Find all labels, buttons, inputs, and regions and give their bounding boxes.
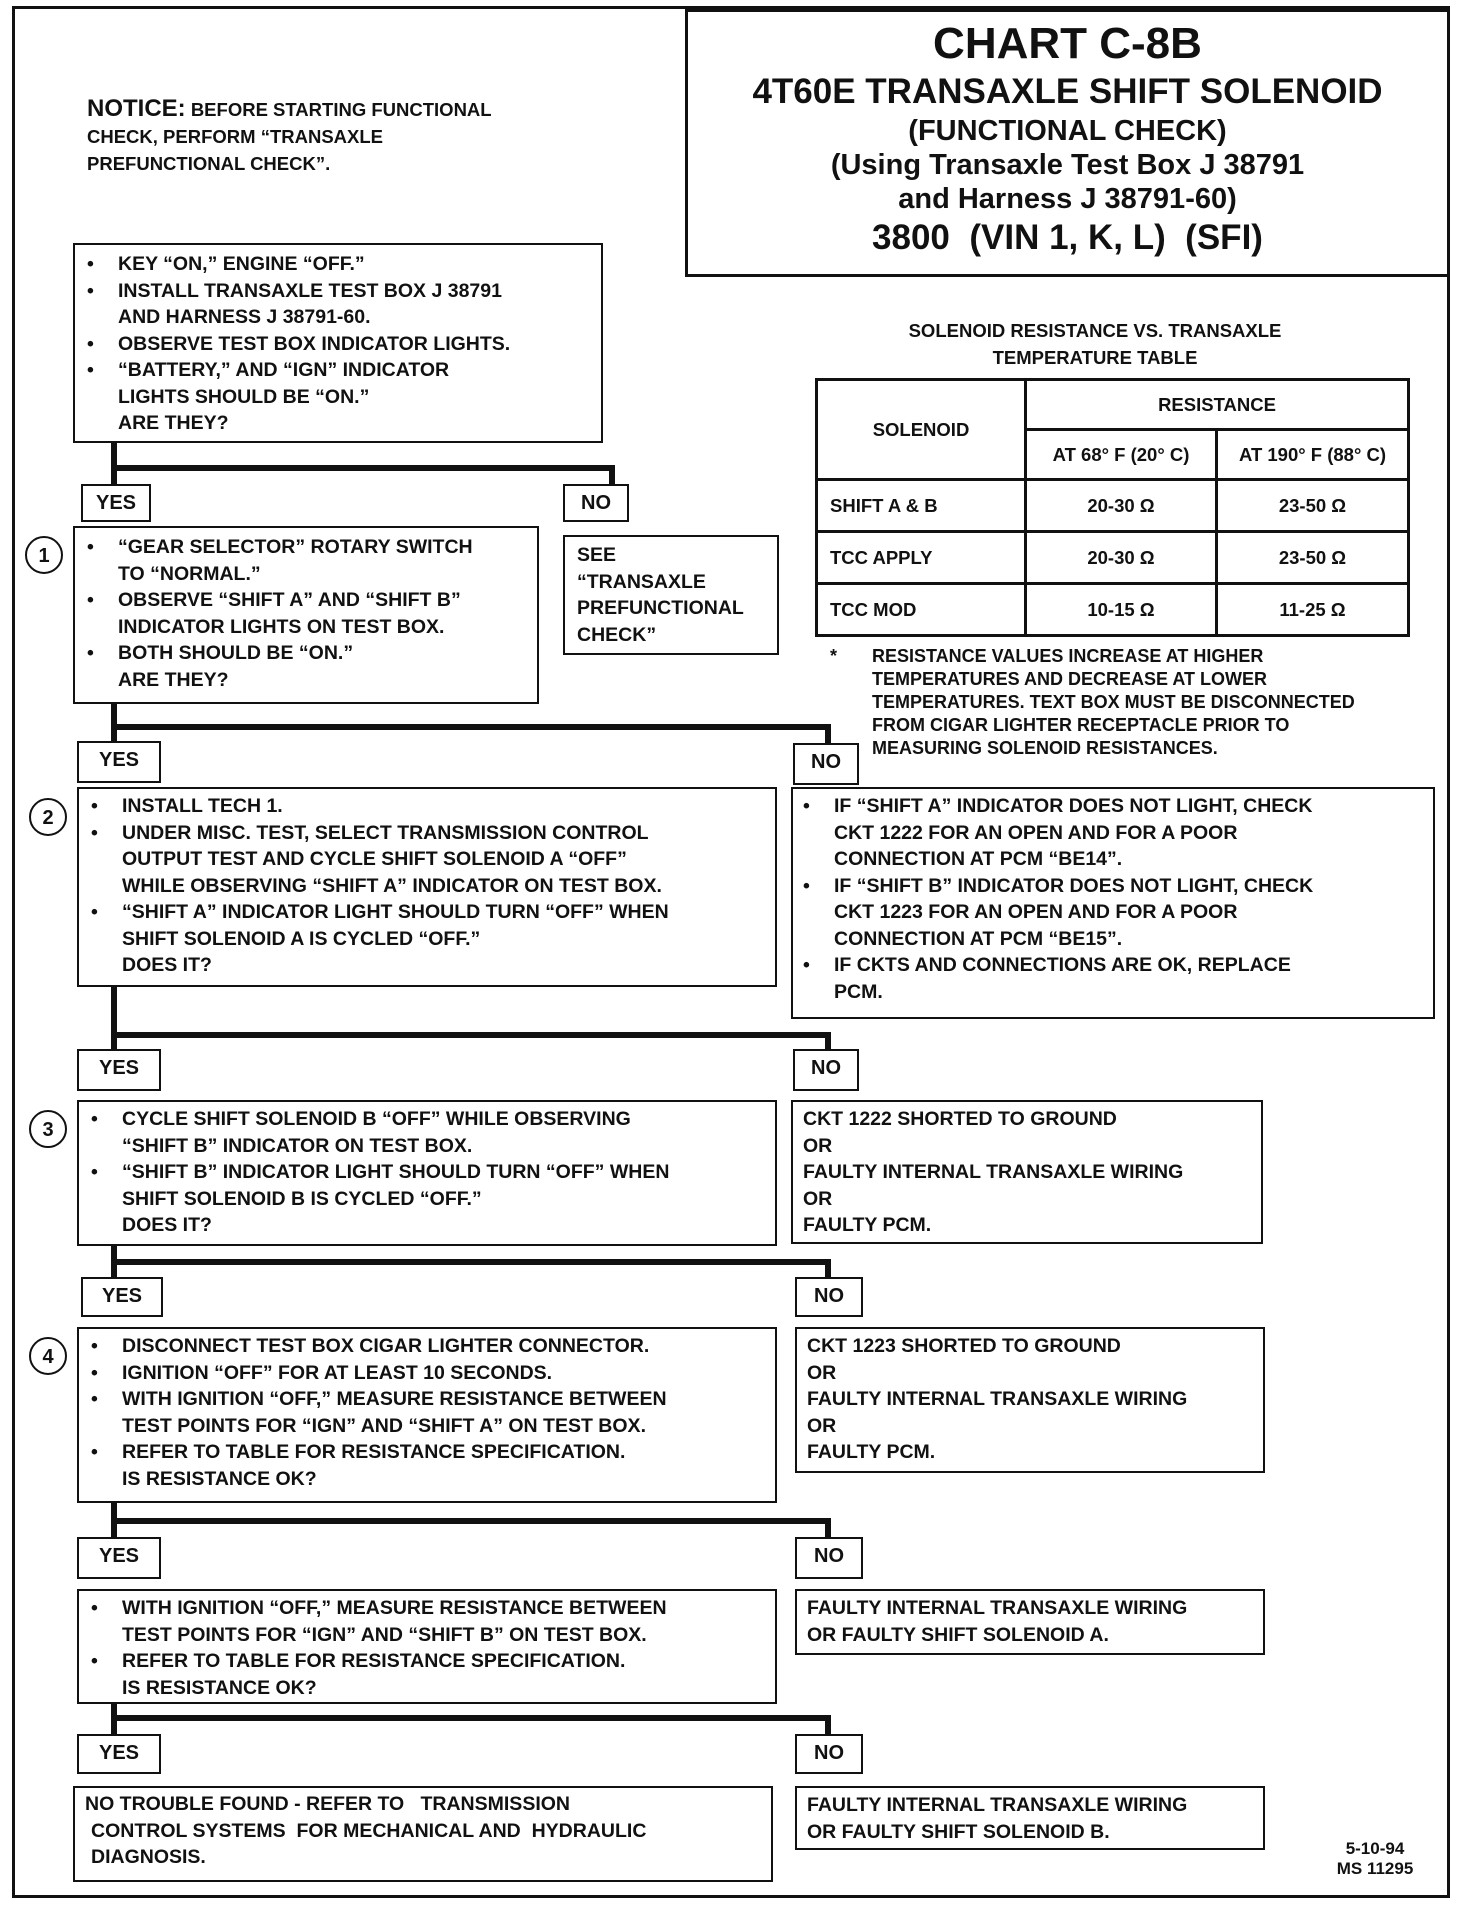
no-label-5: NO [795,1734,863,1774]
no3-line1: CKT 1223 SHORTED TO GROUND [807,1335,1121,1357]
th-68f: AT 68° F (20° C) [1026,430,1217,480]
yes-label-5: YES [77,1734,161,1774]
footer-date: 5-10-94 [1345,1839,1405,1858]
step-number-1: 1 [25,536,63,574]
row-tcc-apply-68: 20-30 Ω [1026,532,1217,584]
no-label-0: NO [563,484,629,522]
no2-line4: OR [803,1187,833,1210]
box0-bullet4: • “BATTERY,” AND “IGN” INDICATOR LIGHTS SHOULD BE “ON.” ARE THEY? [83,357,593,437]
box4-bullet4: • REFER TO TABLE FOR RESISTANCE SPECIFICATION. IS RESISTANCE OK? [87,1439,767,1492]
footnote-line1: RESISTANCE VALUES INCREASE AT HIGHER [872,646,1264,666]
connector-split-4 [111,1518,831,1524]
step-number-3: 3 [29,1110,67,1148]
connector-split-3 [111,1259,831,1265]
title-box [685,9,1450,277]
row-shift-ab-190: 23-50 Ω [1217,480,1409,532]
box0-bullet3: • OBSERVE TEST BOX INDICATOR LIGHTS. [83,331,593,358]
notice-text-line3: PREFUNCTIONAL CHECK”. [87,153,331,174]
box0-bullet2: • INSTALL TRANSAXLE TEST BOX J 38791 AND HARNESS J 38791-60. [83,278,593,331]
connector-split-0 [111,465,615,471]
box5-bullet1: • WITH IGNITION “OFF,” MEASURE RESISTANCE BETWEEN TEST POINTS FOR “IGN” AND “SHIFT B” ON TEST BOX. [87,1595,767,1648]
chart-title: 4T60E TRANSAXLE SHIFT SOLENOID [752,72,1383,111]
no3-line2: OR [807,1361,837,1384]
box3-bullet1: • CYCLE SHIFT SOLENOID B “OFF” WHILE OBSERVING “SHIFT B” INDICATOR ON TEST BOX. [87,1106,767,1159]
notice-text-line1: BEFORE STARTING FUNCTIONAL [190,99,492,120]
final-yes-line1: NO TROUBLE FOUND - REFER TO TRANSMISSION [85,1793,570,1815]
no-box-ckt1223 [795,1327,1265,1473]
row-tcc-apply-190: 23-50 Ω [1217,532,1409,584]
step-number-4: 4 [29,1337,67,1375]
notice-label: NOTICE: [87,95,186,122]
box2-bullet2: • UNDER MISC. TEST, SELECT TRANSMISSION CONTROL OUTPUT TEST AND CYCLE SHIFT SOLENOID A “OFF” WHILE OBSERVING “SHIFT A” INDICATOR ON TEST BOX. [87,820,767,900]
no0-line2: “TRANSAXLE [577,570,706,593]
no-label-2: NO [793,1049,859,1091]
final-yes-line2: CONTROL SYSTEMS FOR MECHANICAL AND HYDRAULIC [91,1819,647,1842]
yes-label-0: YES [81,484,151,522]
no4-line1: FAULTY INTERNAL TRANSAXLE WIRING [807,1597,1188,1619]
final-yes-line3: DIAGNOSIS. [91,1846,206,1868]
no5-line2: OR FAULTY SHIFT SOLENOID B. [807,1820,1110,1843]
step-box-3 [77,1100,777,1246]
no2-line2: OR [803,1134,833,1157]
th-resistance: RESISTANCE [1026,380,1409,430]
box2-bullet1: • INSTALL TECH 1. [87,793,767,820]
resistance-table-caption [815,317,1375,371]
connector-trunk-2 [111,986,117,1058]
no-label-1: NO [793,743,859,785]
chart-engine: 3800 (VIN 1, K, L) (SFI) [872,218,1263,257]
no-label-4: NO [795,1537,863,1579]
chart-using-line1: (Using Transaxle Test Box J 38791 [830,149,1305,181]
row-shift-ab-solenoid: SHIFT A & B [817,480,1026,532]
no-box-ckt1222 [791,1100,1263,1244]
chart-page [12,6,1450,1898]
no-box-solenoid-a [795,1589,1265,1655]
no2-line5: FAULTY PCM. [803,1214,932,1236]
box2-bullet3: • “SHIFT A” INDICATOR LIGHT SHOULD TURN “OFF” WHEN SHIFT SOLENOID A IS CYCLED “OFF.” DOES IT? [87,899,767,979]
step-box-5 [77,1589,777,1704]
no5-line1: FAULTY INTERNAL TRANSAXLE WIRING [807,1794,1188,1816]
no3-line4: OR [807,1414,837,1437]
no2-line1: CKT 1222 SHORTED TO GROUND [803,1108,1117,1130]
box5-bullet2: • REFER TO TABLE FOR RESISTANCE SPECIFICATION. IS RESISTANCE OK? [87,1648,767,1701]
row-tcc-mod-solenoid: TCC MOD [817,584,1026,636]
box0-bullet1: • KEY “ON,” ENGINE “OFF.” [83,251,593,278]
box1-bullet2: • OBSERVE “SHIFT A” AND “SHIFT B” INDICATOR LIGHTS ON TEST BOX. [83,587,529,640]
footer-code [1315,1839,1435,1879]
th-190f: AT 190° F (88° C) [1217,430,1409,480]
chart-id: CHART C-8B [933,19,1202,68]
chart-using-line2: and Harness J 38791-60) [898,183,1237,215]
no0-line3: PREFUNCTIONAL [577,597,744,619]
no-label-3: NO [795,1277,863,1317]
row-tcc-apply-solenoid: TCC APPLY [817,532,1026,584]
no1-bullet1: • IF “SHIFT A” INDICATOR DOES NOT LIGHT, CHECK CKT 1222 FOR AN OPEN AND FOR A POOR CONNECTION AT PCM “BE14”. [799,793,1425,873]
row-tcc-mod-68: 10-15 Ω [1026,584,1217,636]
yes-label-4: YES [77,1537,161,1579]
step-box-2 [77,787,777,987]
step-box-4 [77,1327,777,1503]
box4-bullet1: • DISCONNECT TEST BOX CIGAR LIGHTER CONNECTOR. [87,1333,767,1360]
no0-line1: SEE [577,544,617,566]
footnote-line3: TEMPERATURES. TEXT BOX MUST BE DISCONNECTED [872,692,1355,712]
caption-line2: TEMPERATURE TABLE [992,347,1198,368]
connector-split-2 [111,1032,831,1038]
connector-split-1 [111,724,831,730]
notice-text-line2: CHECK, PERFORM “TRANSAXLE [87,126,384,147]
row-tcc-mod-190: 11-25 Ω [1217,584,1409,636]
footnote-line2: TEMPERATURES AND DECREASE AT LOWER [872,669,1268,689]
yes-label-1: YES [77,741,161,783]
footnote-line4: FROM CIGAR LIGHTER RECEPTACLE PRIOR TO [872,715,1290,735]
step-box-initial [73,243,603,443]
no-box-solenoid-b [795,1786,1265,1850]
no-box-see-prefunctional [563,535,779,655]
step-box-1 [73,526,539,704]
th-solenoid: SOLENOID [817,380,1026,480]
table-footnote [830,645,1450,760]
no1-bullet3: • IF CKTS AND CONNECTIONS ARE OK, REPLACE PCM. [799,952,1425,1005]
connector-split-5 [111,1715,831,1721]
yes-box-no-trouble-found [73,1786,773,1882]
no1-bullet2: • IF “SHIFT B” INDICATOR DOES NOT LIGHT, CHECK CKT 1223 FOR AN OPEN AND FOR A POOR CONNECTION AT PCM “BE15”. [799,873,1425,953]
no0-line4: CHECK” [577,623,657,646]
chart-subtitle: (FUNCTIONAL CHECK) [908,115,1227,147]
caption-line1: SOLENOID RESISTANCE VS. TRANSAXLE [908,320,1282,341]
step-number-2: 2 [29,798,67,836]
box3-bullet2: • “SHIFT B” INDICATOR LIGHT SHOULD TURN “OFF” WHEN SHIFT SOLENOID B IS CYCLED “OFF.” DOES IT? [87,1159,767,1239]
no-box-check-circuits [791,787,1435,1019]
row-shift-ab-68: 20-30 Ω [1026,480,1217,532]
no3-line3: FAULTY INTERNAL TRANSAXLE WIRING [807,1388,1188,1410]
box1-bullet1: • “GEAR SELECTOR” ROTARY SWITCH TO “NORMAL.” [83,534,529,587]
no3-line5: FAULTY PCM. [807,1441,936,1463]
notice [87,95,647,177]
footnote-line5: MEASURING SOLENOID RESISTANCES. [872,738,1218,758]
box4-bullet3: • WITH IGNITION “OFF,” MEASURE RESISTANCE BETWEEN TEST POINTS FOR “IGN” AND “SHIFT A” ON TEST BOX. [87,1386,767,1439]
yes-label-3: YES [81,1277,163,1317]
box1-bullet3: • BOTH SHOULD BE “ON.” ARE THEY? [83,640,529,693]
footnote-mark: * [830,646,838,666]
connector-trunk-0 [111,441,117,485]
resistance-table [815,378,1410,636]
no4-line2: OR FAULTY SHIFT SOLENOID A. [807,1623,1109,1646]
yes-label-2: YES [77,1049,161,1091]
footer-ms: MS 11295 [1336,1859,1414,1878]
box4-bullet2: • IGNITION “OFF” FOR AT LEAST 10 SECONDS. [87,1360,767,1387]
no2-line3: FAULTY INTERNAL TRANSAXLE WIRING [803,1161,1184,1183]
